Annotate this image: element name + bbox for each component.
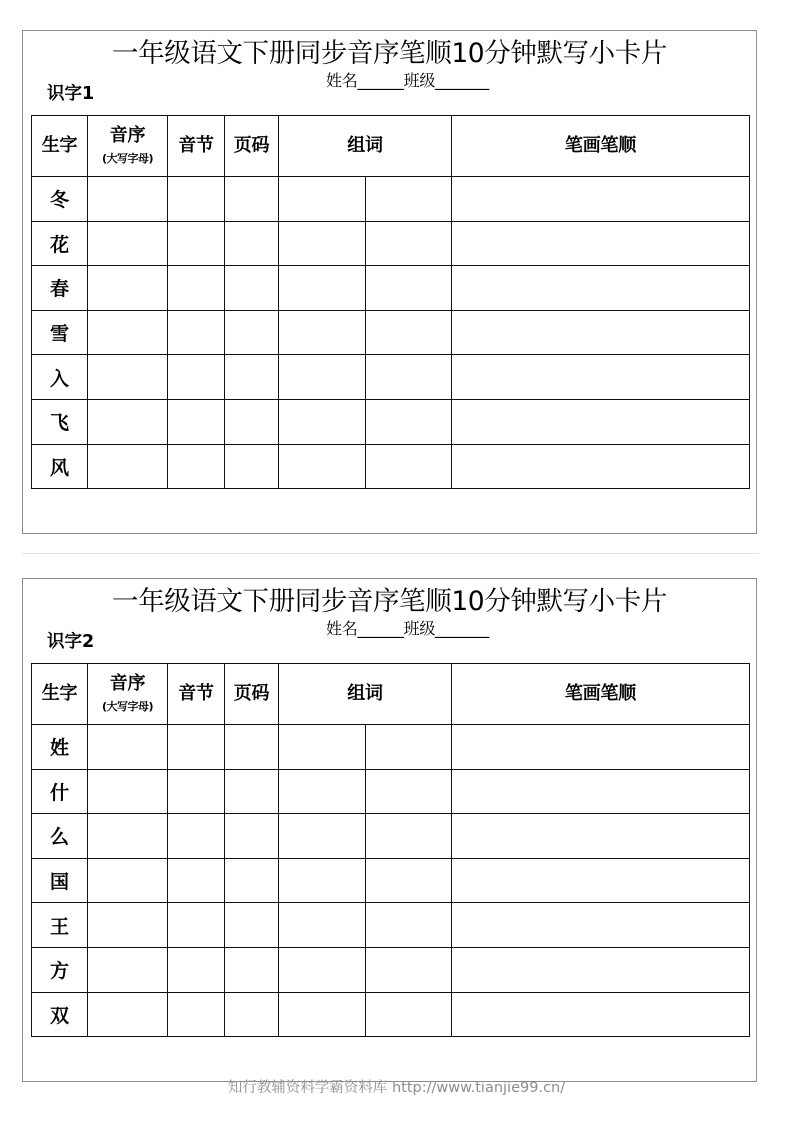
cell-yinxu[interactable] — [88, 947, 168, 992]
cell-yema[interactable] — [225, 992, 279, 1037]
header-yinxu-label: 音序 — [109, 673, 146, 694]
table-row — [32, 814, 750, 859]
header-bihua-label: 笔画笔顺 — [564, 135, 637, 156]
header-zuci-label: 组词 — [347, 135, 383, 156]
header-cell-bihua — [452, 664, 750, 725]
table-row — [32, 355, 750, 400]
cell-bihua[interactable] — [452, 769, 750, 814]
cell-zuci-1[interactable] — [279, 903, 366, 948]
cell-yinjie[interactable] — [168, 769, 225, 814]
header-cell-zuci — [279, 116, 452, 177]
cell-bihua[interactable] — [452, 725, 750, 770]
cell-yinxu[interactable] — [88, 444, 168, 489]
cell-yinxu[interactable] — [88, 992, 168, 1037]
cell-yinxu[interactable] — [88, 177, 168, 222]
cell-yema[interactable] — [225, 814, 279, 859]
header-char-label: 生字 — [41, 683, 78, 704]
cell-zuci-2[interactable] — [366, 266, 452, 311]
table-row — [32, 947, 750, 992]
cell-char: 冬 — [32, 177, 88, 222]
cell-yema[interactable] — [225, 355, 279, 400]
cell-yema[interactable] — [225, 725, 279, 770]
cell-yema[interactable] — [225, 858, 279, 903]
header-yema-label: 页码 — [233, 683, 270, 704]
cell-bihua[interactable] — [452, 310, 750, 355]
cell-yinjie[interactable] — [168, 266, 225, 311]
cell-yema[interactable] — [225, 310, 279, 355]
header-cell-yinxu — [88, 116, 168, 177]
header-cell-bihua — [452, 116, 750, 177]
worksheet-card-1 — [22, 30, 757, 534]
cell-yinxu[interactable] — [88, 355, 168, 400]
cell-zuci-1[interactable] — [279, 992, 366, 1037]
page-title: 一年级语文下册同步音序笔顺10分钟默写小卡片 — [112, 586, 667, 617]
cell-bihua[interactable] — [452, 355, 750, 400]
cell-yinjie[interactable] — [168, 947, 225, 992]
name-class-field: 姓名______班级_______ — [326, 71, 489, 90]
cell-char: 双 — [32, 992, 88, 1037]
table-row — [32, 310, 750, 355]
page-title: 一年级语文下册同步音序笔顺10分钟默写小卡片 — [112, 38, 667, 69]
cell-yinjie[interactable] — [168, 310, 225, 355]
cell-char: 么 — [32, 814, 88, 859]
cell-zuci-1[interactable] — [279, 399, 366, 444]
cell-yinxu[interactable] — [88, 769, 168, 814]
header-cell-yinxu — [88, 664, 168, 725]
header-cell-yema — [225, 664, 279, 725]
cell-zuci-2[interactable] — [366, 355, 452, 400]
cell-yinjie[interactable] — [168, 858, 225, 903]
header-cell-zuci — [279, 664, 452, 725]
cell-bihua[interactable] — [452, 947, 750, 992]
table-row — [32, 992, 750, 1037]
cell-char: 国 — [32, 858, 88, 903]
cell-char: 风 — [32, 444, 88, 489]
cell-char: 什 — [32, 769, 88, 814]
cell-bihua[interactable] — [452, 266, 750, 311]
cell-yinjie[interactable] — [168, 177, 225, 222]
table-row — [32, 221, 750, 266]
header-cell-yinjie — [168, 664, 225, 725]
table-header-row — [32, 116, 750, 177]
cell-bihua[interactable] — [452, 858, 750, 903]
cell-yinxu[interactable] — [88, 266, 168, 311]
cell-zuci-2[interactable] — [366, 992, 452, 1037]
table-row — [32, 725, 750, 770]
cell-zuci-1[interactable] — [279, 858, 366, 903]
cell-yinxu[interactable] — [88, 858, 168, 903]
cell-char: 花 — [32, 221, 88, 266]
cell-zuci-1[interactable] — [279, 355, 366, 400]
cell-zuci-2[interactable] — [366, 725, 452, 770]
table-wrapper-1 — [31, 115, 749, 489]
header-yinxu-sublabel: (大写字母) — [101, 700, 154, 713]
cell-bihua[interactable] — [452, 444, 750, 489]
cell-zuci-1[interactable] — [279, 769, 366, 814]
cell-zuci-1[interactable] — [279, 947, 366, 992]
header-cell-char — [32, 116, 88, 177]
header-yinjie-label: 音节 — [178, 683, 214, 704]
header-cell-yinjie — [168, 116, 225, 177]
card-header-1 — [23, 31, 756, 109]
cell-yema[interactable] — [225, 903, 279, 948]
cell-zuci-2[interactable] — [366, 814, 452, 859]
cell-yinxu[interactable] — [88, 903, 168, 948]
cell-zuci-1[interactable] — [279, 177, 366, 222]
header-cell-char — [32, 664, 88, 725]
worksheet-card-2 — [22, 578, 757, 1082]
dictation-table-1 — [31, 115, 750, 489]
cell-char: 姓 — [32, 725, 88, 770]
cell-zuci-2[interactable] — [366, 903, 452, 948]
cell-zuci-2[interactable] — [366, 310, 452, 355]
table-row — [32, 858, 750, 903]
cell-char: 王 — [32, 903, 88, 948]
name-class-field: 姓名______班级_______ — [326, 619, 489, 638]
header-yema-label: 页码 — [233, 135, 270, 156]
header-cell-yema — [225, 116, 279, 177]
cell-zuci-1[interactable] — [279, 266, 366, 311]
cell-zuci-1[interactable] — [279, 814, 366, 859]
header-yinxu-label: 音序 — [109, 125, 146, 146]
cell-char: 方 — [32, 947, 88, 992]
cell-bihua[interactable] — [452, 399, 750, 444]
dictation-table-2 — [31, 663, 750, 1037]
header-yinxu-sublabel: (大写字母) — [101, 152, 154, 165]
cell-zuci-1[interactable] — [279, 444, 366, 489]
unit-label: 识字2 — [47, 632, 95, 652]
cell-yema[interactable] — [225, 177, 279, 222]
cell-yema[interactable] — [225, 947, 279, 992]
cell-bihua[interactable] — [452, 814, 750, 859]
cell-zuci-2[interactable] — [366, 769, 452, 814]
table-row — [32, 444, 750, 489]
cell-bihua[interactable] — [452, 177, 750, 222]
cell-yinjie[interactable] — [168, 444, 225, 489]
table-row — [32, 399, 750, 444]
cell-yinxu[interactable] — [88, 221, 168, 266]
cell-zuci-2[interactable] — [366, 177, 452, 222]
cell-yema[interactable] — [225, 444, 279, 489]
cell-yinjie[interactable] — [168, 399, 225, 444]
cell-yinxu[interactable] — [88, 814, 168, 859]
header-char-label: 生字 — [41, 135, 78, 156]
cell-zuci-2[interactable] — [366, 444, 452, 489]
cell-char: 入 — [32, 355, 88, 400]
card-header-2 — [23, 579, 756, 657]
cell-zuci-1[interactable] — [279, 725, 366, 770]
header-yinjie-label: 音节 — [178, 135, 214, 156]
card-separator — [22, 553, 759, 554]
cell-yema[interactable] — [225, 769, 279, 814]
cell-char: 春 — [32, 266, 88, 311]
cell-yinjie[interactable] — [168, 221, 225, 266]
cell-zuci-2[interactable] — [366, 399, 452, 444]
table-row — [32, 769, 750, 814]
cell-bihua[interactable] — [452, 992, 750, 1037]
cell-yinjie[interactable] — [168, 814, 225, 859]
cell-zuci-1[interactable] — [279, 221, 366, 266]
cell-yinxu[interactable] — [88, 310, 168, 355]
cell-yinjie[interactable] — [168, 355, 225, 400]
cell-yinjie[interactable] — [168, 725, 225, 770]
unit-label: 识字1 — [47, 84, 95, 104]
cell-bihua[interactable] — [452, 221, 750, 266]
footer-watermark: 知行教辅资料学霸资料库 http://www.tianjie99.cn/ — [227, 1080, 566, 1096]
cell-bihua[interactable] — [452, 903, 750, 948]
table-row — [32, 266, 750, 311]
cell-char: 飞 — [32, 399, 88, 444]
cell-yinxu[interactable] — [88, 725, 168, 770]
cell-yinxu[interactable] — [88, 399, 168, 444]
header-bihua-label: 笔画笔顺 — [564, 683, 637, 704]
table-wrapper-2 — [31, 663, 749, 1037]
table-row — [32, 903, 750, 948]
table-header-row — [32, 664, 750, 725]
cell-zuci-1[interactable] — [279, 310, 366, 355]
cell-yinjie[interactable] — [168, 903, 225, 948]
header-zuci-label: 组词 — [347, 683, 383, 704]
table-row — [32, 177, 750, 222]
cell-zuci-2[interactable] — [366, 858, 452, 903]
cell-yinjie[interactable] — [168, 992, 225, 1037]
cell-yema[interactable] — [225, 221, 279, 266]
cell-yema[interactable] — [225, 266, 279, 311]
cell-zuci-2[interactable] — [366, 947, 452, 992]
cell-char: 雪 — [32, 310, 88, 355]
cell-zuci-2[interactable] — [366, 221, 452, 266]
cell-yema[interactable] — [225, 399, 279, 444]
